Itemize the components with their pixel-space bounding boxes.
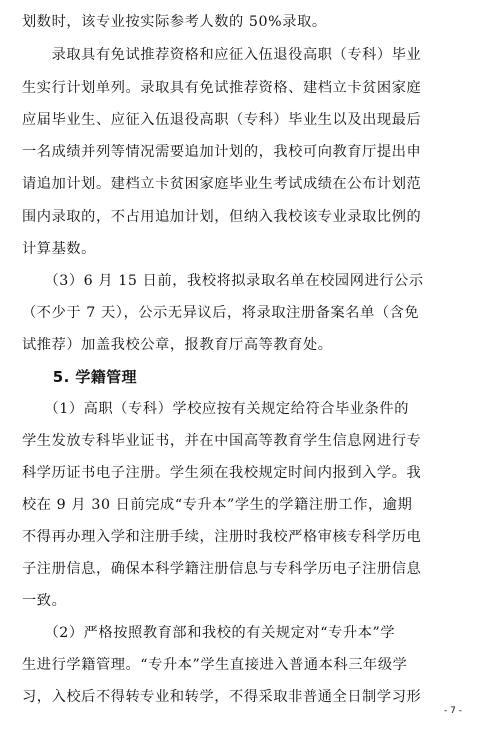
body-text-line: （3）6 月 15 日前，我校将拟录取名单在校园网进行公示 (22, 273, 424, 289)
body-text-line: 划数时，该专业按实际参考人数的 50%录取。 (22, 14, 327, 30)
body-text-line: 一致。 (22, 593, 67, 609)
section-heading: 5. 学籍管理 (22, 368, 137, 386)
body-text-line: 围内录取的，不占用追加计划，但纳入我校该专业录取比例的 (22, 209, 422, 225)
body-text-line: 计算基数。 (22, 241, 96, 257)
body-text-line: （1）高职（专科）学校应按有关规定给符合毕业条件的 (22, 401, 410, 417)
body-text-line: 科学历证书电子注册。学生须在我校规定时间内报到入学。我 (22, 465, 422, 481)
body-text-line: 不得再办理入学和注册手续，注册时我校严格审核专科学历电 (22, 529, 422, 545)
body-text-line: 一名成绩并列等情况需要追加计划的，我校可向教育厅提出申 (22, 144, 422, 160)
body-text-line: （不少于 7 天），公示无异议后，将录取注册备案名单（含免 (22, 305, 420, 321)
body-text-line: 子注册信息，确保本科学籍注册信息与专科学历电子注册信息 (22, 561, 422, 577)
body-text-line: 应届毕业生、应征入伍退役高职（专科）毕业生以及出现最后 (22, 112, 422, 128)
body-text-line: 生实行计划单列。录取具有免试推荐资格、建档立卡贫困家庭 (22, 80, 422, 96)
body-text-line: 校在 9 月 30 日前完成“专升本”学生的学籍注册工作，逾期 (22, 497, 413, 513)
body-text-line: 习，入校后不得转专业和转学，不得采取非普通全日制学习形 (22, 689, 422, 705)
body-text-line: 生进行学籍管理。“专升本”学生直接进入普通本科三年级学 (22, 657, 408, 673)
body-text-line: 试推荐）加盖我校公章，报教育厅高等教育处。 (22, 337, 333, 353)
body-text-line: 录取具有免试推荐资格和应征入伍退役高职（专科）毕业 (22, 47, 422, 63)
body-text-line: 请追加计划。建档立卡贫困家庭毕业生考试成绩在公布计划范 (22, 176, 422, 192)
body-text-line: 学生发放专科毕业证书，并在中国高等教育学生信息网进行专 (22, 433, 422, 449)
body-text-line: （2）严格按照教育部和我校的有关规定对“专升本”学 (22, 625, 396, 641)
page-number: - 7 - (444, 706, 462, 716)
